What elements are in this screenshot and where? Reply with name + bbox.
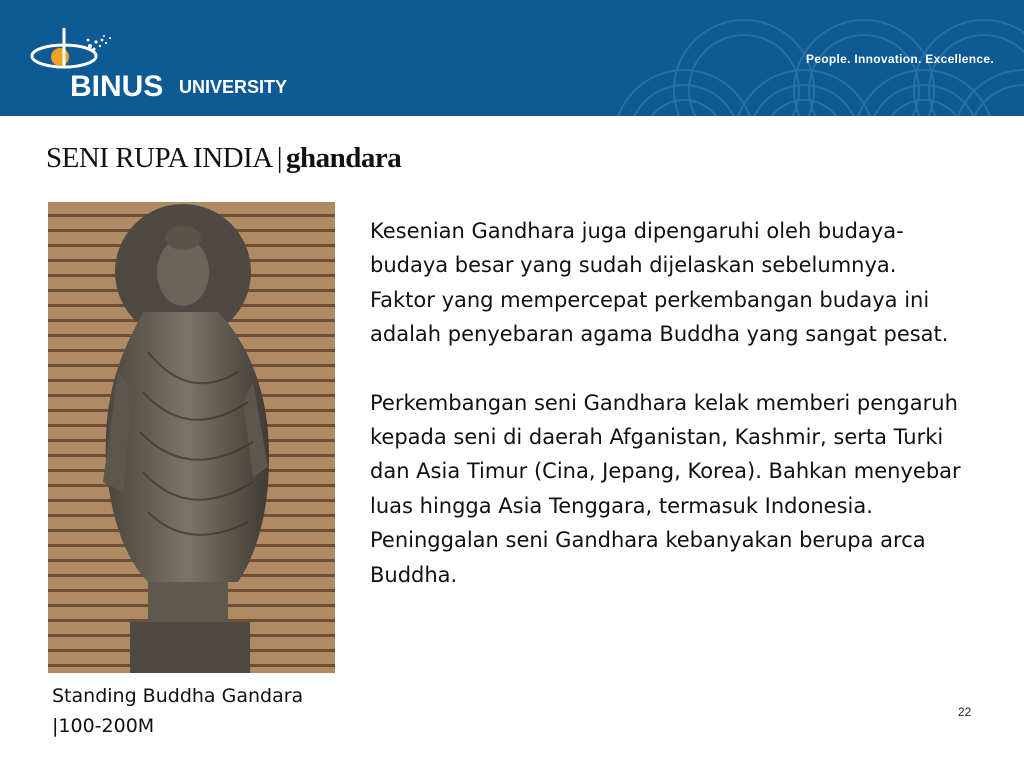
title-subtitle: ghandara xyxy=(286,142,402,174)
buddha-statue-photo xyxy=(48,202,335,673)
paragraph-1: Kesenian Gandhara juga dipengaruhi oleh budaya-budaya besar yang sudah dijelaskan sebelumnya. xyxy=(370,219,904,278)
paragraph-3: Perkembangan seni Gandhara kelak memberi pengaruh kepada seni di daerah Afganistan, Kashmir, serta Turki dan Asia Timur (Cina, Jepang, Korea). Bahkan menyebar luas hingga Asia Tenggara, termasuk Indonesia. xyxy=(370,390,961,518)
logo-binus-text: BINUS xyxy=(70,70,164,103)
tagline: People. Innovation. Excellence. xyxy=(805,52,994,66)
paragraph-2: Faktor yang mempercepat perkembangan budaya ini adalah penyebaran agama Buddha yang sangat pesat. xyxy=(370,287,949,347)
caption-line-1: Standing Buddha Gandara xyxy=(52,685,304,707)
binus-logo[interactable] xyxy=(30,18,330,108)
title-separator: | xyxy=(276,142,282,174)
header-banner xyxy=(0,0,1024,116)
logo-university-text: UNIVERSITY xyxy=(179,77,288,97)
title-main: SENI RUPA INDIA xyxy=(46,142,273,174)
logo-emblem-icon xyxy=(30,18,190,78)
page-number: 22 xyxy=(958,705,972,719)
body-text xyxy=(370,214,970,592)
image-caption xyxy=(52,681,352,741)
caption-line-2: |100-200M xyxy=(52,715,155,737)
paragraph-4: Peninggalan seni Gandhara kebanyakan berupa arca Buddha. xyxy=(370,528,926,587)
slide-title xyxy=(46,142,401,175)
